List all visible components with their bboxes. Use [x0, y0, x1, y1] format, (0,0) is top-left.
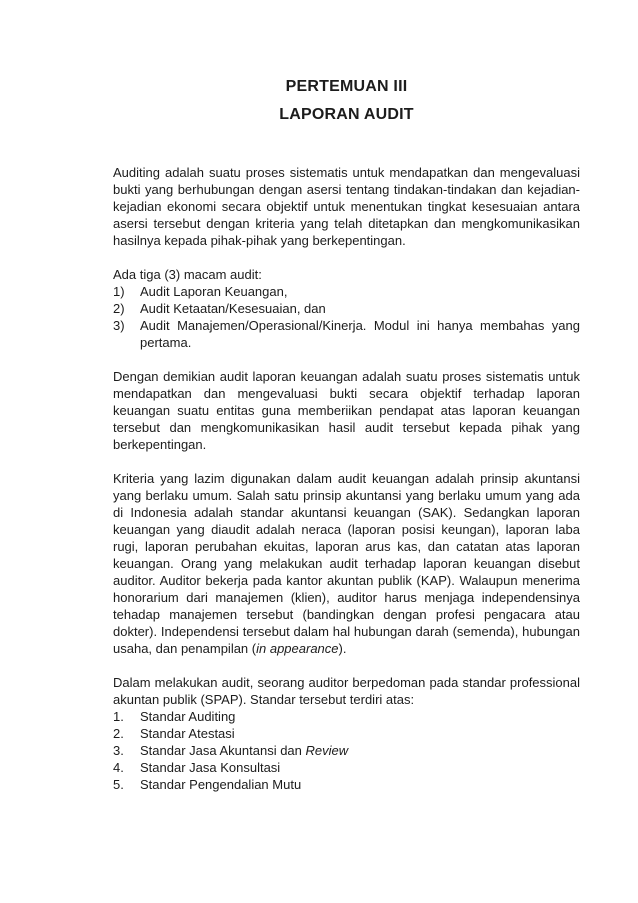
list-item-audit-manajemen [113, 317, 580, 351]
paragraph-kriteria-tail: ). [338, 641, 347, 656]
list-marker: 1. [113, 709, 124, 724]
list-macam-audit [113, 266, 580, 351]
list-item-standar-atestasi [113, 725, 580, 742]
paragraph-kriteria-text: Kriteria yang lazim digunakan dalam audit keuangan adalah prinsip akuntansi yang berlaku umum. Salah satu prinsip akuntansi yang berlaku umum yang ada di Indonesia adalah standar akuntansi keuangan (SAK). Sedangkan laporan keuangan yang diaudit adalah neraca (laporan posisi keungan), laporan laba rugi, laporan perubahan ekuitas, laporan arus kas, dan catatan atas laporan keuangan. Orang yang melakukan audit terhadap laporan keuangan disebut auditor. Auditor bekerja pada kantor akuntan publik (KAP). Walaupun menerima honorarium dari manajemen (klien), auditor harus menjaga independensinya tehadap manajemen tersebut (bandingkan dengan profesi pengacara atau dokter). Independensi tersebut dalam hal hubungan darah (semenda), hubungan usaha, dan penampilan ( [113, 471, 580, 656]
italic-review: Review [305, 743, 349, 758]
paragraph-audit-laporan-keuangan: Dengan demikian audit laporan keuangan adalah suatu proses sistematis untuk mendapatkan dan mengevaluasi bukti secara objektif terhadap laporan keuangan suatu entitas guna memberiikan pendapat atas laporan keuangan tersebut dan mengkomunikasikan hasil audit tersebut kepada pihak yang berkepentingan. [113, 369, 580, 452]
list-item-text: Audit Ketaatan/Kesesuaian, dan [140, 301, 326, 316]
list-item-standar-pengendalian-mutu [113, 776, 580, 793]
list-item-text: Standar Jasa Akuntansi dan [140, 743, 306, 758]
list-item-audit-ketaatan [113, 300, 580, 317]
list-marker: 2. [113, 726, 124, 741]
list-marker: 1) [113, 284, 125, 299]
list-marker: 2) [113, 301, 125, 316]
list-item-text: Standar Jasa Konsultasi [140, 760, 281, 775]
list-item-standar-jasa-akuntansi [113, 742, 580, 759]
list-marker: 5. [113, 777, 124, 792]
list-item-standar-auditing [113, 708, 580, 725]
italic-in-appearance: in appearance [256, 641, 339, 656]
page-title-laporan-audit: LAPORAN AUDIT [279, 106, 414, 123]
list-item-text: Standar Atestasi [140, 726, 235, 741]
list-item-standar-jasa-konsultasi [113, 759, 580, 776]
paragraph-spap-intro: Dalam melakukan audit, seorang auditor berpedoman pada standar professional akuntan publik (SPAP). Standar tersebut terdiri atas: [113, 675, 580, 707]
list-marker: 4. [113, 760, 124, 775]
list-marker: 3. [113, 743, 124, 758]
paragraph-kriteria-audit [113, 470, 580, 657]
paragraph-auditing-definition: Auditing adalah suatu proses sistematis untuk mendapatkan dan mengevaluasi bukti yang berhubungan dengan asersi tentang tindakan-tindakan dan kejadian-kejadian ekonomi secara objektif untuk menentukan tingkat kesesuaian antara asersi tersebut dengan kriteria yang telah ditetapkan dan mengkomunikasikan hasilnya kepada pihak-pihak yang berkepentingan. [113, 165, 580, 248]
list-standar-spap [113, 708, 580, 793]
list-item-text: Standar Pengendalian Mutu [140, 777, 302, 792]
list-item-text: Audit Laporan Keuangan, [140, 284, 288, 299]
list-item-text: Standar Auditing [140, 709, 236, 724]
page-title-pertemuan: PERTEMUAN III [285, 78, 408, 95]
list-item-text: Audit Manajemen/Operasional/Kinerja. Modul ini hanya membahas yang pertama. [140, 318, 580, 350]
list-macam-audit-intro: Ada tiga (3) macam audit: [113, 267, 262, 282]
list-item-audit-laporan-keuangan [113, 283, 580, 300]
list-marker: 3) [113, 318, 125, 333]
